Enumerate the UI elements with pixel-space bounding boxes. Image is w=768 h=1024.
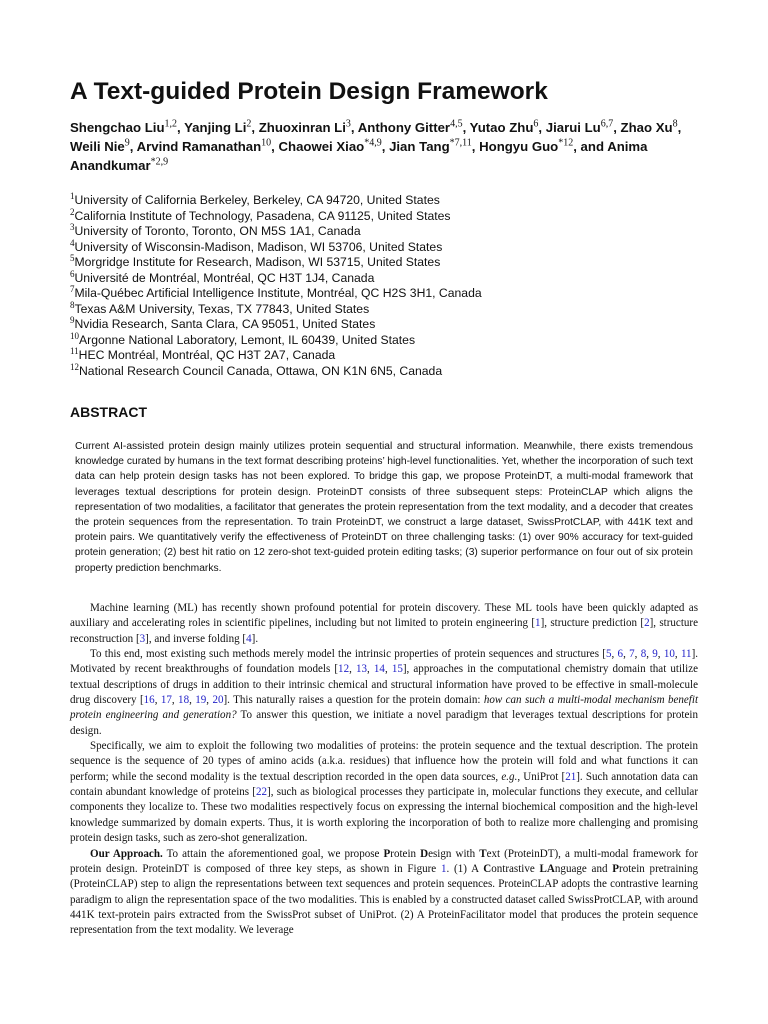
author-name: Jiarui Lu — [545, 120, 601, 135]
citation-link[interactable]: 7 — [629, 648, 635, 661]
author-separator: , — [350, 120, 358, 135]
emphasis-text: how can such a multi-modal mechanism benefit protein engineering and generation? — [70, 694, 699, 722]
citation-link[interactable]: 14 — [373, 663, 385, 676]
author-name: Shengchao Liu — [70, 120, 165, 135]
affiliation-item — [70, 255, 710, 271]
author-affiliation-mark: 6 — [533, 118, 539, 130]
citation-link[interactable]: 19 — [195, 694, 207, 707]
affiliation-text: University of California Berkeley, Berkeley, CA 94720, United States — [74, 193, 440, 207]
author-affiliation-mark: *4,9 — [364, 137, 382, 149]
text-run: ontrastive — [491, 862, 540, 875]
author-name: Yanjing Li — [184, 120, 247, 135]
citation-link[interactable]: 21 — [565, 770, 577, 783]
text-run: , — [646, 648, 653, 661]
paper-title: A Text-guided Protein Design Framework — [70, 78, 548, 105]
affiliation-number: 1 — [70, 190, 75, 201]
text-run: ]. Motivated by recent breakthroughs of foundation models [ — [70, 648, 699, 676]
body-paragraph — [70, 739, 698, 846]
affiliation-number: 10 — [70, 330, 79, 341]
author-name: Jian Tang — [389, 139, 450, 154]
author-list — [70, 118, 700, 175]
citation-link[interactable]: 17 — [160, 694, 172, 707]
text-run: ], structure reconstruction [ — [70, 617, 698, 645]
text-run: , — [611, 648, 618, 661]
affiliation-number: 7 — [70, 284, 75, 295]
text-run: ]. This naturally raises a question for the protein domain: — [223, 694, 484, 707]
affiliation-item — [70, 286, 710, 302]
abstract-heading: ABSTRACT — [70, 404, 147, 420]
citation-link[interactable]: 20 — [212, 694, 224, 707]
author-affiliation-mark: *7,11 — [449, 137, 472, 149]
citation-link[interactable]: 5 — [605, 648, 612, 661]
bold-text: T — [479, 847, 487, 860]
affiliation-item — [70, 299, 710, 318]
affiliation-text: Mila-Québec Artificial Intelligence Institute, Montréal, QC H2S 3H1, Canada — [74, 286, 482, 301]
text-run: , — [171, 694, 179, 707]
citation-link[interactable]: 11 — [680, 648, 692, 661]
affiliation-item — [70, 348, 710, 364]
text-run: esign with — [428, 847, 480, 860]
author-separator: , — [271, 139, 279, 154]
affiliation-item — [70, 224, 710, 240]
text-run: To this end, most existing such methods merely model the intrinsic properties of protein sequences and structures [ — [90, 648, 606, 661]
affiliation-list — [70, 190, 710, 380]
bold-text: P — [383, 847, 391, 860]
citation-link[interactable]: 6 — [617, 648, 624, 661]
affiliation-number: 2 — [70, 206, 75, 217]
body-paragraph — [70, 601, 698, 647]
bold-text: P — [612, 862, 620, 875]
affiliation-item — [70, 268, 710, 287]
citation-link[interactable]: 8 — [640, 648, 647, 661]
text-run: ext (ProteinDT), a multi-modal framework for protein design. ProteinDT is composed of three key steps, as shown in Figure — [70, 847, 699, 875]
text-run: , — [623, 648, 630, 661]
body-paragraph — [70, 847, 698, 939]
author-name: Anima Anandkumar — [70, 139, 648, 173]
author-separator: , — [471, 139, 480, 154]
affiliation-item — [70, 361, 710, 380]
citation-link[interactable]: 15 — [391, 663, 403, 676]
text-run: ], such as biological processes they participate in, molecular functions they execute, and cellular components they localize to. These two modalities respectively focus on expressing the internal biochemical composition and the high-level knowledge summarized by domain experts. Thus, it is worth exploring the incorporation of both to realize more challenging and promising protein design tasks, such as zero-shot generalization. — [70, 786, 698, 845]
affiliation-text: Université de Montréal, Montréal, QC H3T 1J4, Canada — [74, 270, 375, 285]
citation-link[interactable]: 1 — [440, 862, 447, 875]
author-separator: , — [251, 120, 259, 135]
author-name: Chaowei Xiao — [278, 139, 365, 154]
author-separator: , — [177, 120, 185, 135]
author-affiliation-mark: 4,5 — [450, 118, 463, 130]
text-run: , — [674, 648, 681, 661]
author-name: Yutao Zhu — [469, 120, 534, 135]
bold-text: D — [420, 847, 429, 860]
body-text — [70, 601, 698, 939]
affiliation-number: 6 — [70, 268, 75, 279]
affiliation-item — [70, 206, 710, 225]
affiliation-number: 3 — [70, 222, 75, 233]
bold-text: C — [483, 862, 492, 875]
text-run: , — [154, 694, 161, 707]
author-separator: , — [462, 120, 470, 135]
author-affiliation-mark: 10 — [261, 137, 272, 149]
author-separator: , — [381, 139, 390, 154]
author-affiliation-mark: 2 — [246, 118, 252, 130]
affiliation-item — [70, 317, 710, 333]
affiliation-text: Texas A&M University, Texas, TX 77843, United States — [74, 301, 370, 316]
citation-link[interactable]: 1 — [535, 617, 541, 630]
bold-text: Our Approach. — [90, 847, 163, 860]
body-paragraph — [70, 647, 698, 739]
citation-link[interactable]: 16 — [143, 694, 155, 707]
affiliation-text: Morgridge Institute for Research, Madison, WI 53715, United States — [74, 255, 441, 270]
affiliation-text: Argonne National Laboratory, Lemont, IL 60439, United States — [79, 332, 416, 347]
author-affiliation-mark: 1,2 — [164, 118, 178, 130]
affiliation-number: 11 — [70, 346, 79, 357]
author-separator: , — [613, 120, 621, 135]
text-run: , — [349, 663, 356, 676]
citation-link[interactable]: 22 — [256, 786, 268, 799]
citation-link[interactable]: 10 — [663, 648, 675, 661]
text-run: ], structure prediction [ — [540, 617, 645, 630]
citation-link[interactable]: 2 — [644, 617, 650, 630]
affiliation-text: National Research Council Canada, Ottawa, ON K1N 6N5, Canada — [79, 364, 443, 379]
affiliation-text: Nvidia Research, Santa Clara, CA 95051, United States — [74, 317, 376, 332]
citation-link[interactable]: 4 — [246, 632, 252, 645]
author-separator: , — [538, 120, 546, 135]
text-run: rotein pretraining (ProteinCLAP) step to align the representations between text sequences and protein sequences. ProteinCLAP adopts the contrastive learning paradigm to align the representation space of the two modalities. This is enabled by a constructed dataset called SwissProtCLAP, with around 441K text-protein pairs extracted from the SwissProt subset of UniProt. (2) A ProteinFacilitator model that produces the protein sequence representation from the text modality. We leverage — [70, 862, 699, 937]
text-run: Machine learning (ML) has recently shown profound potential for protein discovery. These ML tools have been quickly adapted as auxiliary and accelerating roles in scientific pipelines, including but not limited to protein engineering [ — [70, 602, 698, 630]
affiliation-number: 9 — [70, 315, 75, 326]
affiliation-item — [70, 237, 710, 256]
affiliation-number: 5 — [70, 253, 75, 264]
text-run: , — [657, 648, 664, 661]
author-affiliation-mark: 6,7 — [600, 118, 614, 130]
text-run: ]. Such annotation data can contain abundant knowledge of proteins [ — [70, 770, 698, 799]
citation-link[interactable]: 12 — [338, 663, 350, 676]
text-run: , — [367, 663, 374, 676]
affiliation-number: 12 — [70, 361, 79, 372]
text-run: rotein — [390, 847, 421, 860]
affiliation-text: University of Wisconsin-Madison, Madison, WI 53706, United States — [74, 239, 443, 254]
author-affiliation-mark: 8 — [672, 118, 678, 130]
text-run: To answer this question, we initiate a novel paradigm that leverages textual descriptions for protein design. — [70, 709, 698, 737]
author-separator: , — [677, 120, 682, 135]
affiliation-item — [70, 190, 710, 209]
text-run: , — [634, 648, 641, 661]
citation-link[interactable]: 13 — [355, 663, 368, 676]
author-affiliation-mark: *2,9 — [150, 156, 169, 168]
text-run: ], approaches in the computational chemistry domain that utilize textual descriptions of drugs in addition to their intrinsic chemical and structural information have proved to be effective in small-molecule drug discovery [ — [70, 663, 698, 707]
author-affiliation-mark: *12 — [558, 137, 574, 149]
text-run: nguage and — [554, 862, 613, 875]
text-run: ]. — [251, 632, 259, 645]
author-name: Arvind Ramanathan — [136, 139, 262, 154]
bold-text: LA — [539, 862, 555, 875]
emphasis-text: e.g. — [501, 770, 518, 783]
citation-link[interactable]: 3 — [139, 632, 146, 645]
text-run: , — [206, 694, 213, 707]
text-run: , UniProt [ — [517, 770, 566, 783]
author-affiliation-mark: 9 — [124, 137, 130, 149]
author-name: Hongyu Guo — [479, 139, 559, 154]
author-separator: , and — [573, 139, 608, 154]
text-run: Specifically, we aim to exploit the following two modalities of proteins: the protein sequence and the textual description. The protein sequence is the sequence of 20 types of amino acids (a.k.a. residues) that influence how the protein will fold and what functions it can perform; while the second modality is the textual description recorded in the open data sources, — [70, 740, 698, 783]
text-run: , — [384, 663, 392, 676]
author-affiliation-mark: 3 — [345, 118, 351, 130]
citation-link[interactable]: 9 — [652, 648, 658, 661]
affiliation-text: California Institute of Technology, Pasadena, CA 91125, United States — [74, 208, 451, 223]
author-name: Weili Nie — [70, 139, 125, 154]
affiliation-text: HEC Montréal, Montréal, QC H3T 2A7, Canada — [78, 348, 336, 363]
author-name: Zhao Xu — [620, 120, 673, 135]
text-run: , — [189, 694, 196, 707]
author-name: Anthony Gitter — [357, 120, 451, 135]
text-run: To attain the aforementioned goal, we propose — [162, 847, 384, 860]
text-run: . (1) A — [446, 862, 484, 875]
affiliation-text: University of Toronto, Toronto, ON M5S 1A1, Canada — [74, 224, 361, 239]
affiliation-item — [70, 330, 710, 349]
author-separator: , — [129, 139, 137, 154]
affiliation-number: 8 — [70, 299, 75, 310]
affiliation-number: 4 — [70, 237, 75, 248]
author-name: Zhuoxinran Li — [258, 120, 346, 135]
citation-link[interactable]: 18 — [178, 694, 190, 707]
abstract-text: Current AI-assisted protein design mainly utilizes protein sequential and structural information. Meanwhile, there exists tremendous knowledge curated by humans in the text format describing proteins’ high-level functionalities. Yet, whether the incorporation of such text data can help protein design tasks has not been explored. To bridge this gap, we propose ProteinDT, a multi-modal framework that leverages textual descriptions for protein design. ProteinDT consists of three subsequent steps: ProteinCLAP which aligns the representation of two modalities, a facilitator that generates the protein representation from the text modality, and a decoder that creates the protein sequences from the representation. To train ProteinDT, we construct a large dataset, SwissProtCLAP, with 441K text and protein pairs. We quantitatively verify the effectiveness of ProteinDT on three challenging tasks: (1) over 90% accuracy for text-guided protein generation; (2) best hit ratio on 12 zero-shot text-guided protein editing tasks; (3) superior performance on four out of six protein property prediction benchmarks. — [75, 441, 693, 574]
text-run: ], and inverse folding [ — [145, 632, 247, 645]
